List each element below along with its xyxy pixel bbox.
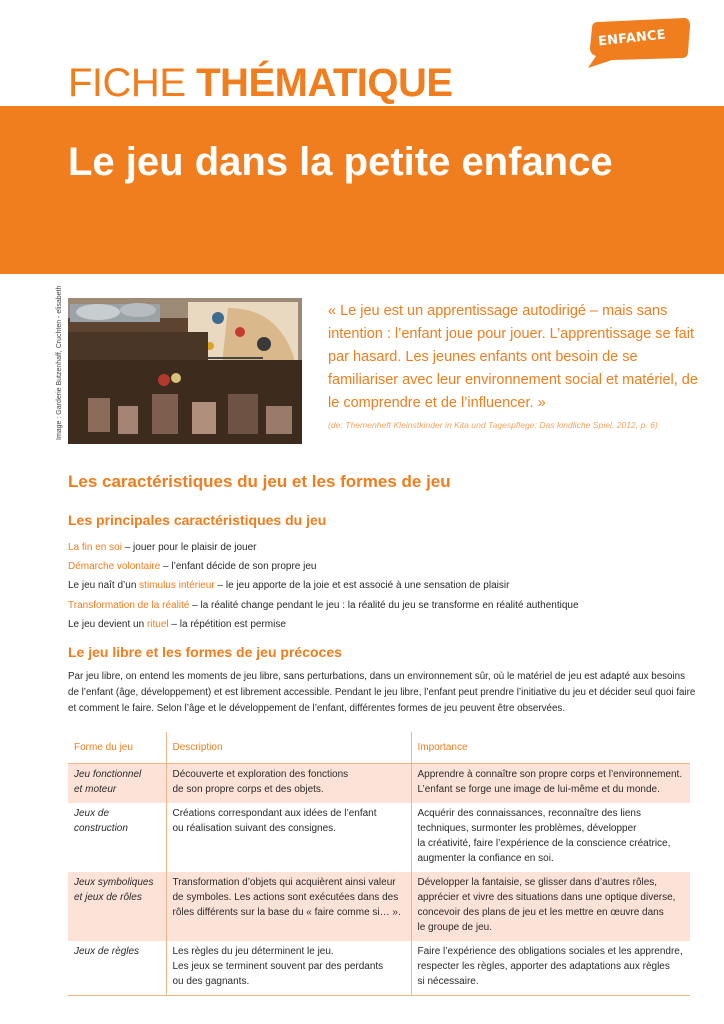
playroom-illustration: [68, 298, 302, 444]
cell-importance: Apprendre à connaître son propre corps et l’environnement. L’enfant se forge une image de lui-même et du monde.: [411, 764, 690, 804]
table-row: [68, 941, 690, 996]
quote-source: (de: Themenheft Kleinstkinder in Kita und Tagespflege: Das kindliche Spiel, 2012, p. 6): [328, 420, 658, 430]
cell-form: Jeux symboliques et jeux de rôles: [68, 872, 166, 941]
table-row: [68, 872, 690, 941]
cell-description: Créations correspondant aux idées de l’enfant ou réalisation suivant des consignes.: [166, 803, 411, 872]
intro-paragraph: Par jeu libre, on entend les moments de jeu libre, sans perturbations, dans un environnement sûr, où le matériel de jeu est adapté aux besoins de l’enfant (âge, développement) et est librement accessible. Pendant le jeu libre, l’enfant peut prendre l’initiative du jeu et décider seul quoi faire et comment le faire. Selon l’âge et le développement de l’enfant, différentes formes de jeu peuvent être observées.: [68, 671, 696, 714]
subsection-title-characteristics: Les principales caractéristiques du jeu: [68, 512, 327, 528]
list-item: Transformation de la réalité – la réalité change pendant le jeu : la réalité du jeu se transforme en réalité authentique: [68, 599, 579, 611]
characteristics-list: [68, 538, 708, 634]
list-item: La fin en soi – jouer pour le plaisir de jouer: [68, 542, 257, 553]
enfance-logo: [584, 16, 692, 70]
page-kicker: [68, 60, 453, 106]
cell-importance: Faire l’expérience des obligations sociales et les apprendre, respecter les règles, apporter des adaptations aux règles si nécessaire.: [411, 941, 690, 996]
cell-description: Transformation d’objets qui acquièrent ainsi valeur de symboles. Les actions sont exécutées dans des rôles différents sur la base du « faire comme si… ».: [166, 872, 411, 941]
list-item: Le jeu devient un rituel – la répétition est permise: [68, 618, 286, 630]
list-item: Démarche volontaire – l’enfant décide de son propre jeu: [68, 561, 317, 573]
cell-form: Jeux de construction: [74, 808, 128, 834]
highlight-term: Transformation de la réalité: [68, 599, 190, 611]
section-title: Les caractéristiques du jeu et les formes de jeu: [68, 472, 451, 491]
column-header: Description: [166, 732, 411, 764]
highlight-term: rituel: [146, 618, 169, 630]
kicker-light: FICHE: [68, 61, 186, 105]
table-row: [68, 764, 690, 804]
highlight-term: Démarche volontaire: [68, 561, 161, 573]
list-item: Le jeu naît d’un stimulus intérieur – le jeu apporte de la joie et est associé à une sensation de plaisir: [68, 580, 510, 592]
page-title: Le jeu dans la petite enfance: [68, 140, 613, 184]
logo-text: ENFANCE: [597, 27, 667, 50]
cell-importance: Acquérir des connaissances, reconnaître des liens techniques, surmonter les problèmes, développer la créativité, faire l’expérience de la conscience créatrice, augmenter la confiance en soi.: [411, 803, 690, 872]
playroom-photo: [68, 298, 302, 444]
cell-form: Jeux de règles: [68, 941, 166, 996]
highlight-term: stimulus intérieur: [139, 580, 215, 592]
cell-form: Jeu fonctionnel et moteur: [68, 764, 166, 804]
cell-importance: Développer la fantaisie, se glisser dans d’autres rôles, apprécier et vivre des situations dans une optique diverse, concevoir des plans de jeu et les mettre en œuvre dans le groupe de jeu.: [411, 872, 690, 941]
table-row: [68, 803, 690, 872]
column-header: Importance: [411, 732, 690, 764]
play-forms-table: [68, 732, 690, 996]
cell-description: Découverte et exploration des fonctions de son propre corps et des objets.: [166, 764, 411, 804]
subsection-title-free-play: Le jeu libre et les formes de jeu précoces: [68, 644, 342, 660]
title-banner: [0, 106, 724, 274]
image-credit: Image : Garderie Butzenhaff, Cruchten - elisabeth: [56, 285, 63, 440]
table-header-row: [68, 732, 690, 764]
cell-description: Les règles du jeu déterminent le jeu. Les jeux se terminent souvent par des perdants ou des gagnants.: [166, 941, 411, 996]
kicker-bold: THÉMATIQUE: [196, 61, 453, 105]
pull-quote: « Le jeu est un apprentissage autodirigé – mais sans intention : l’enfant joue pour jouer. L’apprentissage se fait par hasard. Les jeunes enfants ont besoin de se familiariser avec leur environnement social et matériel, de le comprendre et de l’influencer. »: [328, 303, 698, 411]
highlight-term: La fin en soi: [68, 542, 122, 553]
column-header: Forme du jeu: [68, 732, 166, 764]
